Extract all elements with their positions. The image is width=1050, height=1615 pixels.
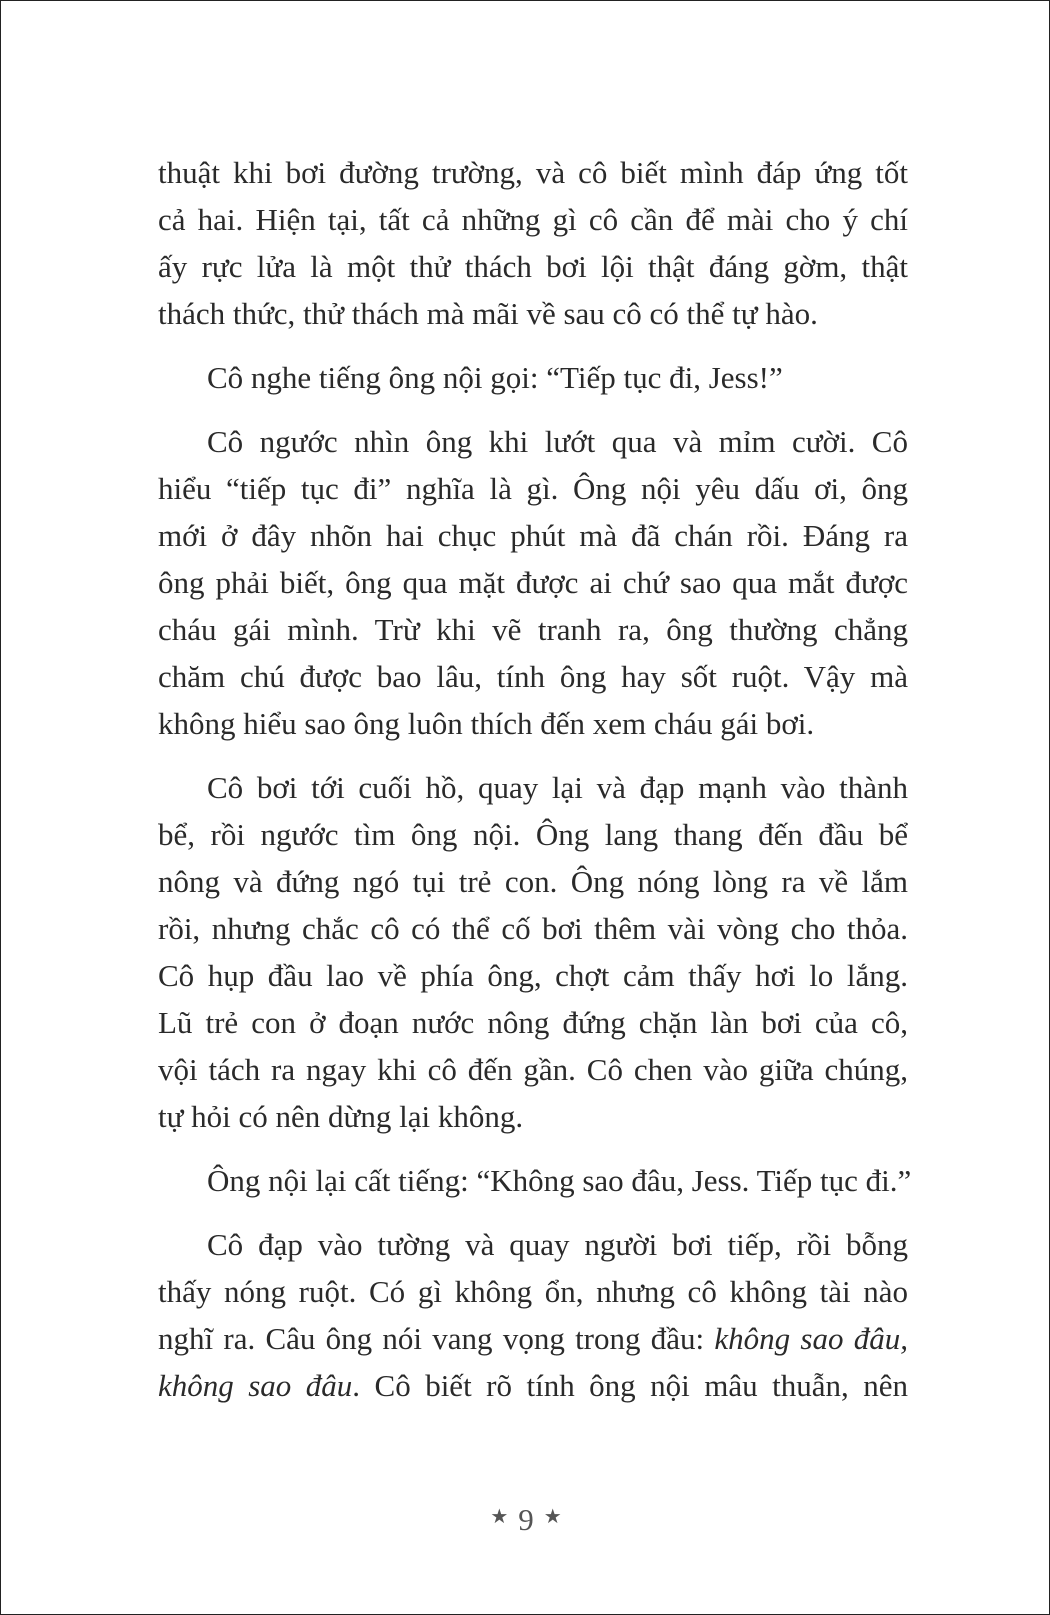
text-line: Cô bơi tới cuối hồ, quay lại và đạp mạnh vào thành xyxy=(207,770,908,805)
text-line: thấy nóng ruột. Có gì không ổn, nhưng cô không tài nào xyxy=(158,1274,908,1309)
text-line: vội tách ra ngay khi cô đến gần. Cô chen vào giữa chúng, xyxy=(158,1052,908,1087)
text-line: cháu gái mình. Trừ khi vẽ tranh ra, ông thường chẳng xyxy=(158,612,908,647)
text-line-mixed xyxy=(158,1315,908,1362)
star-icon: ★ xyxy=(490,1505,509,1528)
paragraph-4 xyxy=(158,764,908,1140)
text-line: Cô hụp đầu lao về phía ông, chợt cảm thấy hơi lo lắng. xyxy=(158,958,908,993)
text-run: . Cô biết rõ tính ông nội mâu thuẫn, nên xyxy=(352,1368,908,1403)
text-line: mới ở đây nhõn hai chục phút mà đã chán rồi. Đáng ra xyxy=(158,518,908,553)
text-line: bể, rồi ngước tìm ông nội. Ông lang thang đến đầu bể xyxy=(158,817,908,852)
text-line: rồi, nhưng chắc cô có thể cố bơi thêm vài vòng cho thỏa. xyxy=(158,911,908,946)
paragraph-1 xyxy=(158,149,908,337)
text-line: tự hỏi có nên dừng lại không. xyxy=(158,1099,524,1134)
text-line: thuật khi bơi đường trường, và cô biết mình đáp ứng tốt xyxy=(158,155,908,190)
text-line: Cô nghe tiếng ông nội gọi: “Tiếp tục đi, Jess!” xyxy=(207,360,783,395)
text-line: Lũ trẻ con ở đoạn nước nông đứng chặn làn bơi của cô, xyxy=(158,1005,908,1040)
text-line: cả hai. Hiện tại, tất cả những gì cô cần để mài cho ý chí xyxy=(158,202,908,237)
page-number: 9 xyxy=(518,1501,534,1537)
italic-run: không sao đâu, xyxy=(714,1321,908,1356)
text-line: chăm chú được bao lâu, tính ông hay sốt ruột. Vậy mà xyxy=(158,659,908,694)
page-footer xyxy=(1,1497,1050,1540)
text-line: nông và đứng ngó tụi trẻ con. Ông nóng lòng ra về lắm xyxy=(158,864,908,899)
text-line: ấy rực lửa là một thử thách bơi lội thật đáng gờm, thật xyxy=(158,249,908,284)
text-line: Cô ngước nhìn ông khi lướt qua và mỉm cười. Cô xyxy=(207,424,908,459)
text-line: không hiểu sao ông luôn thích đến xem cháu gái bơi. xyxy=(158,706,815,741)
paragraph-6 xyxy=(158,1221,908,1409)
body-text xyxy=(158,149,912,1426)
text-line-mixed xyxy=(158,1362,908,1409)
text-line: hiểu “tiếp tục đi” nghĩa là gì. Ông nội yêu dấu ơi, ông xyxy=(158,471,908,506)
text-line: Ông nội lại cất tiếng: “Không sao đâu, Jess. Tiếp tục đi.” xyxy=(207,1163,912,1198)
text-line: ông phải biết, ông qua mặt được ai chứ sao qua mắt được xyxy=(158,565,908,600)
text-line: Cô đạp vào tường và quay người bơi tiếp, rồi bỗng xyxy=(207,1227,908,1262)
paragraph-2 xyxy=(158,354,908,401)
star-icon: ★ xyxy=(543,1505,562,1528)
text-run: nghĩ ra. Câu ông nói vang vọng trong đầu: xyxy=(158,1321,715,1356)
italic-run: không sao đâu xyxy=(158,1368,353,1403)
paragraph-3 xyxy=(158,418,908,747)
text-line: thách thức, thử thách mà mãi về sau cô có thể tự hào. xyxy=(158,296,818,331)
paragraph-5 xyxy=(158,1157,912,1204)
